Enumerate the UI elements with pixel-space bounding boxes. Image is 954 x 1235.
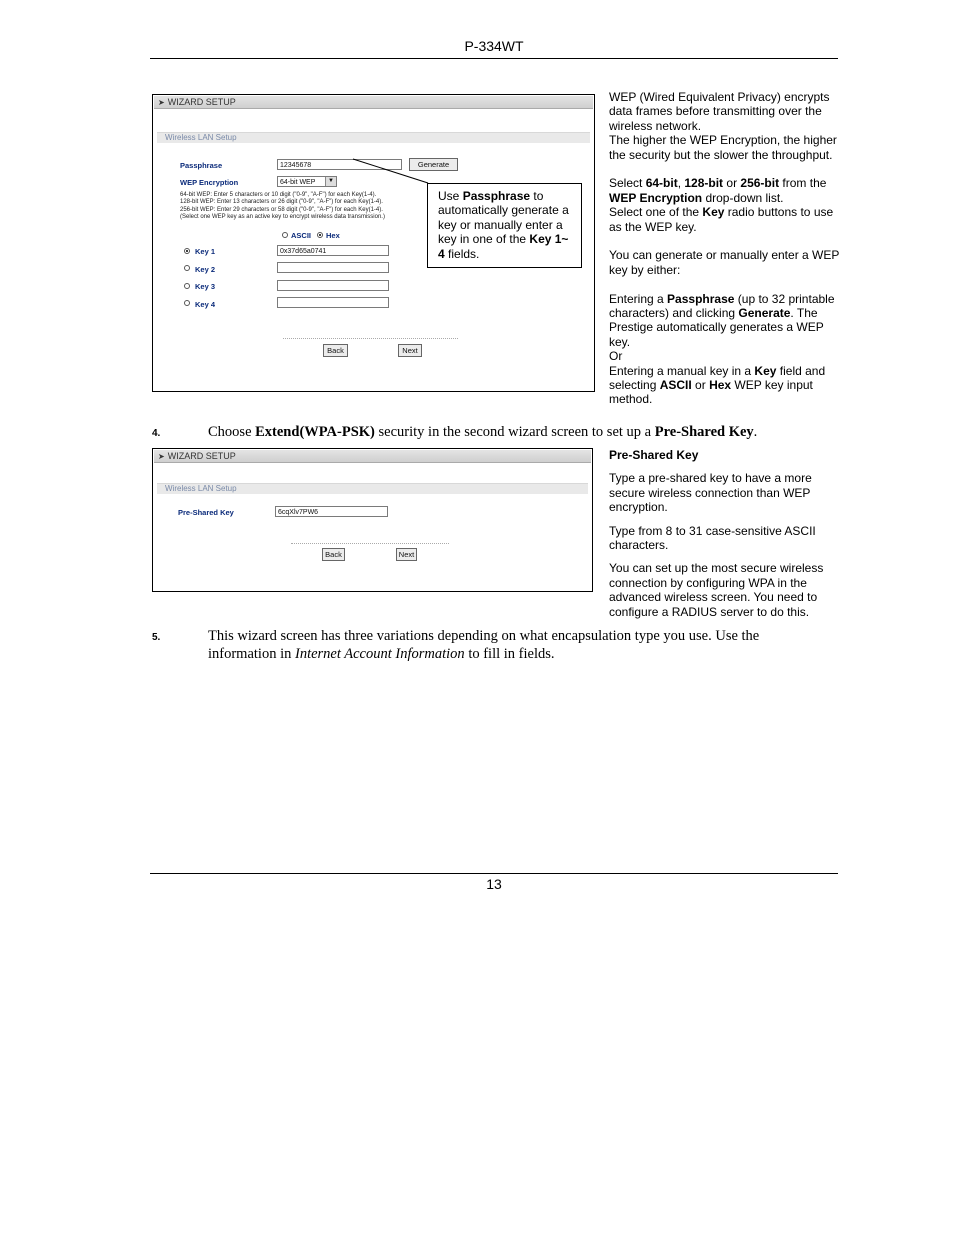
ascii-label: ASCII xyxy=(291,231,312,240)
paragraph: You can set up the most secure wireless connection by configuring WPA in the advanced wireless screen. You need to configure a RADIUS server to do this. xyxy=(609,561,824,619)
footer-rule xyxy=(150,873,838,874)
psk-description xyxy=(609,448,841,619)
wep-encryption-value: 64-bit WEP xyxy=(280,179,316,186)
header-title: P-334WT xyxy=(464,38,524,54)
divider xyxy=(291,543,449,544)
paragraph: Entering a Passphrase (up to 32 printable characters) and clicking Generate. The Prestige automatically generates a WEP key. xyxy=(609,291,835,349)
key1-input[interactable]: 0x37d65a0741 xyxy=(277,245,389,256)
callout-text: Use xyxy=(438,189,463,203)
callout-text: fields. xyxy=(444,246,480,261)
key3-label: Key 3 xyxy=(195,282,216,291)
callout-box xyxy=(427,183,582,268)
next-button[interactable]: Next xyxy=(398,344,422,357)
wizard-screenshot-psk xyxy=(152,448,593,592)
psk-label: Pre-Shared Key xyxy=(178,508,234,517)
back-button[interactable]: Back xyxy=(322,548,345,561)
step-number: 5. xyxy=(152,632,161,643)
chevron-down-icon[interactable]: ▼ xyxy=(325,177,336,186)
paragraph: You can generate or manually enter a WEP key by either: xyxy=(609,248,840,277)
paragraph: Select one of the Key radio buttons to use as the WEP key. xyxy=(609,205,834,234)
key4-label: Key 4 xyxy=(195,300,216,309)
passphrase-input[interactable]: 12345678 xyxy=(277,159,402,170)
paragraph: WEP (Wired Equivalent Privacy) encrypts data frames before transmitting over the wireless network. xyxy=(609,90,830,133)
back-button[interactable]: Back xyxy=(323,344,348,357)
callout-text: to automatically generate a key or manually enter a key in one of the xyxy=(438,189,569,247)
wep-info-line: 128-bit WEP: Enter 13 characters or 26 digit ("0-9", "A-F") for each Key(1-4). xyxy=(180,199,383,206)
wizard-title-bar xyxy=(154,450,591,463)
wizard-title: WIZARD SETUP xyxy=(167,451,236,461)
key1-label: Key 1 xyxy=(195,247,216,256)
wizard-title: WIZARD SETUP xyxy=(167,97,236,107)
psk-input[interactable]: 6cqXlv7PW6 xyxy=(275,506,388,517)
next-button[interactable]: Next xyxy=(396,548,417,561)
paragraph: Select 64-bit, 128-bit or 256-bit from the WEP Encryption drop-down list. xyxy=(609,176,827,205)
step-number: 4. xyxy=(152,428,161,439)
paragraph: Or xyxy=(609,349,623,364)
section-bar: Wireless LAN Setup xyxy=(157,132,590,143)
arrow-icon: ➤ xyxy=(158,98,165,107)
page-number: 13 xyxy=(486,876,502,892)
callout-bold: Key 1~ 4 xyxy=(438,232,569,261)
header-rule xyxy=(150,58,838,59)
section-bar: Wireless LAN Setup xyxy=(157,483,588,494)
step-text: Choose Extend(WPA-PSK) security in the second wizard screen to set up a Pre-Shared Key. xyxy=(208,424,758,440)
arrow-icon: ➤ xyxy=(158,452,165,461)
paragraph: The higher the WEP Encryption, the higher the security but the slower the throughput. xyxy=(609,133,837,162)
generate-button[interactable]: Generate xyxy=(409,158,458,171)
paragraph: Type from 8 to 31 case-sensitive ASCII characters. xyxy=(609,523,816,553)
wep-info-line: (Select one WEP key as an active key to encrypt wireless data transmission.) xyxy=(180,214,385,221)
callout-bold: Passphrase xyxy=(462,189,531,203)
hex-label: Hex xyxy=(326,231,340,240)
paragraph: Type a pre-shared key to have a more secure wireless connection than WEP encryption. xyxy=(609,471,812,515)
wep-info-line: 64-bit WEP: Enter 5 characters or 10 digit ("0-9", "A-F") for each Key(1-4). xyxy=(180,192,377,198)
wizard-screenshot-wep xyxy=(152,94,595,392)
wep-info-line: 256-bit WEP: Enter 29 characters or 58 digit ("0-9", "A-F") for each Key(1-4). xyxy=(180,206,383,213)
wep-encryption-label: WEP Encryption xyxy=(180,178,239,187)
step-text: This wizard screen has three variations depending on what encapsulation type you use. Use the information in Internet Account Information to fill in fields. xyxy=(208,628,760,662)
passphrase-label: Passphrase xyxy=(180,161,223,170)
psk-heading: Pre-Shared Key xyxy=(609,448,699,462)
key2-label: Key 2 xyxy=(195,265,216,274)
wep-description xyxy=(609,90,841,407)
paragraph: Entering a manual key in a Key field and selecting ASCII or Hex WEP key input method. xyxy=(609,363,826,407)
